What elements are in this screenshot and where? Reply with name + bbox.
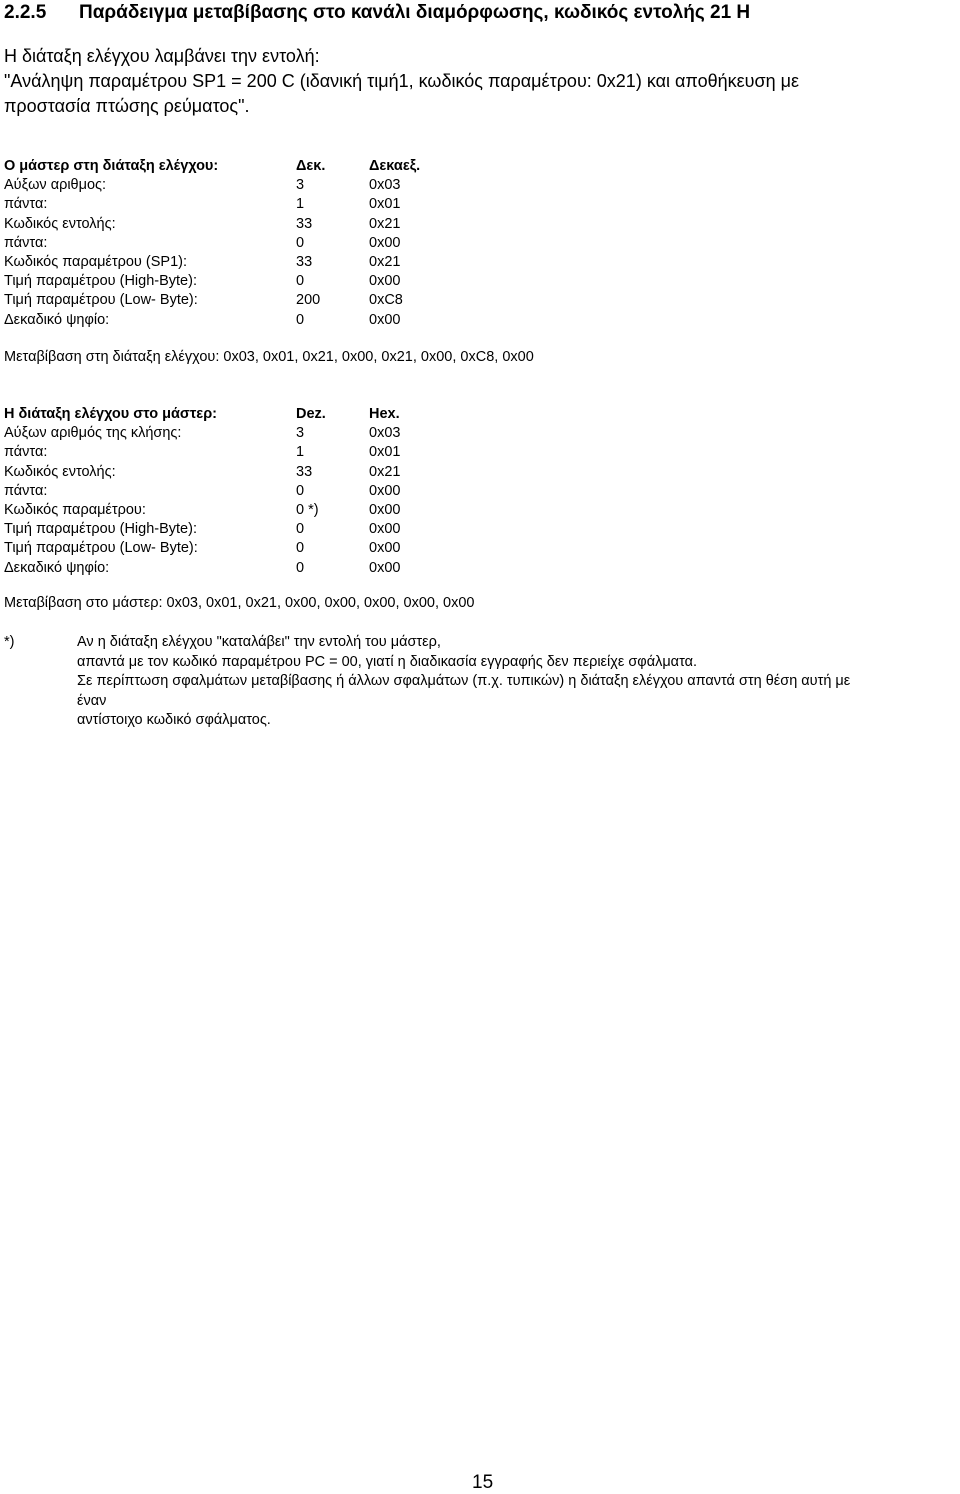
row-description: Δεκαδικό ψηφίο:: [4, 311, 110, 328]
row-hex: 0x21: [369, 463, 401, 480]
footnote-mark: *): [4, 634, 15, 650]
intro-line: H διάταξη ελέγχου λαμβάνει την εντολή:: [4, 46, 320, 66]
header-hex: Hex.: [369, 406, 400, 422]
footnote-line: έναν: [77, 692, 107, 709]
header-hex: Δεκαεξ.: [369, 158, 421, 174]
row-decimal: 0: [296, 311, 305, 328]
transfer-to-master-line: Μεταβίβαση στο μάστερ: 0x03, 0x01, 0x21, 0x00, 0x00, 0x00, 0x00, 0x00: [4, 595, 475, 611]
row-hex: 0x00: [369, 559, 401, 576]
row-description: Κωδικός παραμέτρου:: [4, 501, 146, 518]
row-hex: 0x21: [369, 253, 401, 270]
row-hex: 0x01: [369, 444, 401, 461]
section-heading: [4, 2, 750, 24]
row-hex: 0x00: [369, 273, 401, 290]
row-description: Κωδικός εντολής:: [4, 463, 116, 480]
row-hex: 0x00: [369, 501, 401, 518]
row-hex: 0x00: [369, 540, 401, 557]
row-hex: 0x21: [369, 215, 401, 232]
row-decimal: 33: [296, 463, 313, 480]
row-decimal: 200: [296, 292, 321, 309]
row-decimal: 0 *): [296, 501, 319, 518]
row-hex: 0x03: [369, 425, 401, 442]
row-description: πάντα:: [4, 482, 48, 499]
row-description: Κωδικός παραμέτρου (SP1):: [4, 253, 187, 270]
transfer-to-device-line: Μεταβίβαση στη διάταξη ελέγχου: 0x03, 0x01, 0x21, 0x00, 0x21, 0x00, 0xC8, 0x00: [4, 349, 534, 365]
header-description: Ο μάστερ στη διάταξη ελέγχου:: [4, 158, 219, 174]
row-description: πάντα:: [4, 234, 48, 251]
row-decimal: 3: [296, 177, 305, 194]
row-hex: 0x00: [369, 311, 401, 328]
footnote-line: Σε περίπτωση σφαλμάτων μεταβίβασης ή άλλων σφαλμάτων (π.χ. τυπικών) η διάταξη ελέγχου απαντά στη θέση αυτή με: [77, 673, 851, 689]
footnote-line: απαντά με τον κωδικό παραμέτρου PC = 00, γιατί η διαδικασία εγγραφής δεν περιείχε σφάλματα.: [77, 653, 698, 670]
row-decimal: 0: [296, 482, 305, 499]
row-description: πάντα:: [4, 444, 48, 461]
row-description: Τιμή παραμέτρου (High-Byte):: [4, 521, 197, 538]
row-decimal: 3: [296, 425, 305, 442]
section-title: Παράδειγμα μεταβίβασης στο κανάλι διαμόρφωσης, κωδικός εντολής 21 H: [79, 2, 751, 23]
header-description: Η διάταξη ελέγχου στο μάστερ:: [4, 406, 217, 422]
row-decimal: 33: [296, 253, 313, 270]
row-hex: 0x00: [369, 234, 401, 251]
footnote-line: αντίστοιχο κωδικό σφάλματος.: [77, 712, 271, 728]
row-decimal: 0: [296, 540, 305, 557]
row-decimal: 0: [296, 521, 305, 538]
row-description: Αύξων αριθμος:: [4, 177, 107, 194]
row-hex: 0x00: [369, 521, 401, 538]
header-decimal: Δεκ.: [296, 158, 326, 174]
row-description: Δεκαδικό ψηφίο:: [4, 559, 110, 576]
row-description: Τιμή παραμέτρου (Low- Byte):: [4, 292, 198, 309]
row-decimal: 33: [296, 215, 313, 232]
row-description: Αύξων αριθμός της κλήσης:: [4, 425, 182, 442]
row-decimal: 1: [296, 444, 305, 461]
intro-line: προστασία πτώσης ρεύματος".: [4, 96, 250, 116]
header-decimal: Dez.: [296, 406, 326, 422]
row-description: Κωδικός εντολής:: [4, 215, 116, 232]
footnote-body: [77, 633, 957, 731]
row-hex: 0x00: [369, 482, 401, 499]
row-decimal: 0: [296, 234, 305, 251]
row-description: Τιμή παραμέτρου (Low- Byte):: [4, 540, 198, 557]
row-decimal: 0: [296, 559, 305, 576]
row-description: πάντα:: [4, 196, 48, 213]
row-decimal: 1: [296, 196, 305, 213]
section-number: 2.2.5: [4, 2, 47, 23]
row-hex: 0x03: [369, 177, 401, 194]
page-number: 15: [472, 1472, 494, 1493]
row-hex: 0x01: [369, 196, 401, 213]
row-description: Τιμή παραμέτρου (High-Byte):: [4, 273, 197, 290]
intro-paragraph: [4, 44, 954, 119]
row-hex: 0xC8: [369, 292, 403, 309]
footnote-line: Αν η διάταξη ελέγχου "καταλάβει" την εντολή του μάστερ,: [77, 634, 441, 650]
intro-line: "Ανάληψη παραμέτρου SP1 = 200 C (ιδανική τιμή1, κωδικός παραμέτρου: 0x21) και αποθήκευση με: [4, 71, 799, 91]
row-decimal: 0: [296, 273, 305, 290]
